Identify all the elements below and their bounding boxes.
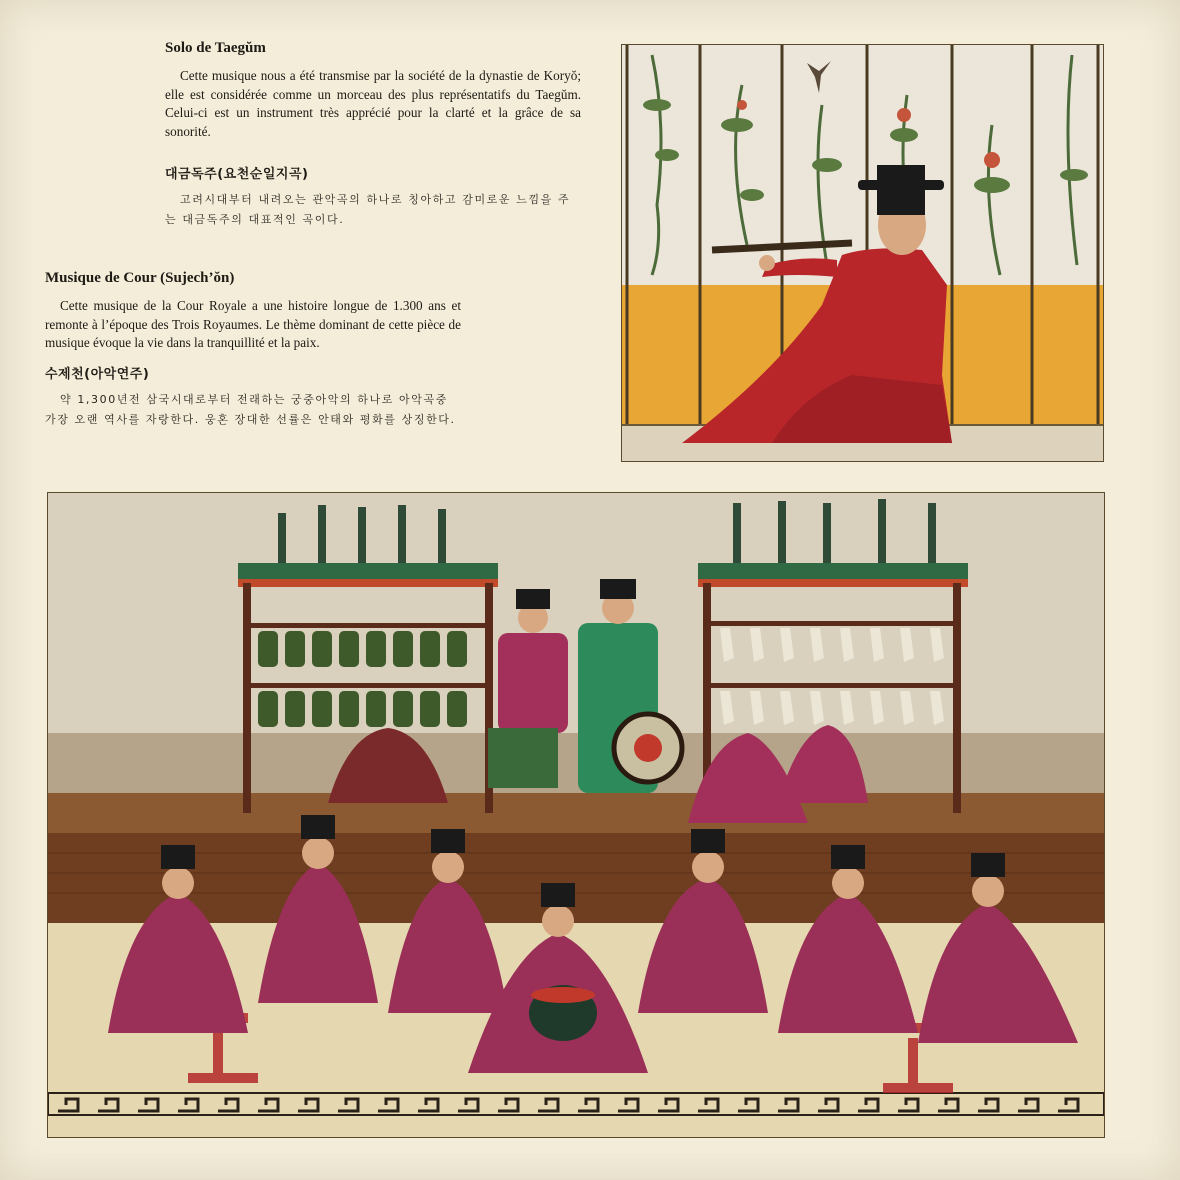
cour-text-block bbox=[45, 270, 461, 430]
taegum-text-fr: Cette musique nous a été transmise par la société de la dynastie de Koryŏ; elle est considérée comme un morceau des plus représentatifs du Taegŭm. Celui-ci est un instrument très apprécié pour la clarté et la grâce de sa sonorité. bbox=[165, 68, 581, 139]
court-orchestra-photo bbox=[47, 492, 1105, 1138]
cour-text-fr: Cette musique de la Cour Royale a une histoire longue de 1.300 ans et remonte à l’époque des Trois Royaumes. Le thème dominant de cette pièce de musique évoque la vie dans la tranquillité et la paix. bbox=[45, 298, 461, 351]
taegum-title-ko: 대금독주(요천순일지곡) bbox=[165, 167, 309, 183]
taegum-soloist-photo bbox=[621, 44, 1104, 462]
taegum-text-block bbox=[165, 40, 581, 230]
cour-text-ko: 약 1,300년전 삼국시대로부터 전래하는 궁중아악의 하나로 아악곡중 가장 오랜 역사를 자랑한다. 웅혼 장대한 선률은 안태와 평화를 상징한다. bbox=[45, 392, 456, 426]
taegum-title-fr: Solo de Taegŭm bbox=[165, 40, 266, 56]
cour-title-ko: 수제천(아악연주) bbox=[45, 366, 150, 382]
taegum-text-ko: 고려시대부터 내려오는 관악곡의 하나로 칭아하고 감미로운 느낌을 주는 대금독주의 대표적인 곡이다. bbox=[165, 193, 571, 227]
cour-title-fr: Musique de Cour (Sujech’ŏn) bbox=[45, 270, 235, 286]
